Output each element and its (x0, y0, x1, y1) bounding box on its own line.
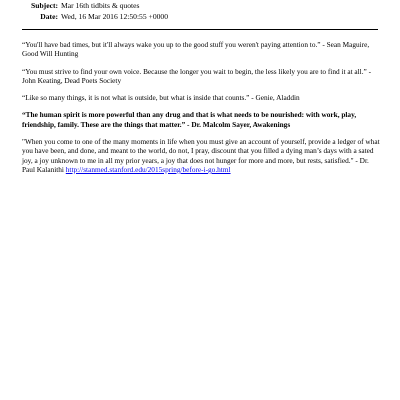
quote-kalanithi-text: "When you come to one of the many moments in life when you must give an account of yourself, provide a ledger of what you have been, and done, and meant to the world, do not, I pray, discount that you filled a dying man’s days with a sated joy, a joy unknown to me in all my prior years, a joy that does not hunger for more and more, but rests, satisfied." - Dr. Paul Kalanithi (22, 137, 380, 174)
before-i-go-link[interactable]: http://stanmed.stanford.edu/2015spring/before-i-go.html (65, 164, 231, 174)
header-divider (22, 29, 378, 30)
subject-label: Subject: (31, 1, 58, 10)
quote-good-will-hunting: “You'll have bad times, but it'll always wake you up to the good stuff you weren't paying attention to.” - Sean Maguire, Good Will Hunting (22, 40, 370, 59)
quote-aladdin: “Like so many things, it is not what is outside, but what is inside that counts.” - Genie, Aladdin (22, 93, 300, 103)
email-body (22, 40, 380, 182)
date-value: Wed, 16 Mar 2016 12:50:55 +0000 (61, 12, 169, 21)
subject-value: Mar 16th tidbits & quotes (61, 1, 140, 10)
email-header (22, 0, 378, 22)
quote-awakenings: “The human spirit is more powerful than any drug and that is what needs to be nourished: with work, play, friendship, family. These are the things that matter.” - Dr. Malcolm Sayer, Awakenings (22, 110, 357, 129)
quote-kalanithi (22, 137, 380, 174)
date-label: Date: (40, 12, 58, 21)
date-row (22, 11, 378, 22)
quote-dead-poets-society: “You must strive to find your own voice. Because the longer you wait to begin, the less likely you are to find it at all.” - John Keating, Dead Poets Society (22, 66, 372, 85)
subject-row (22, 0, 378, 11)
